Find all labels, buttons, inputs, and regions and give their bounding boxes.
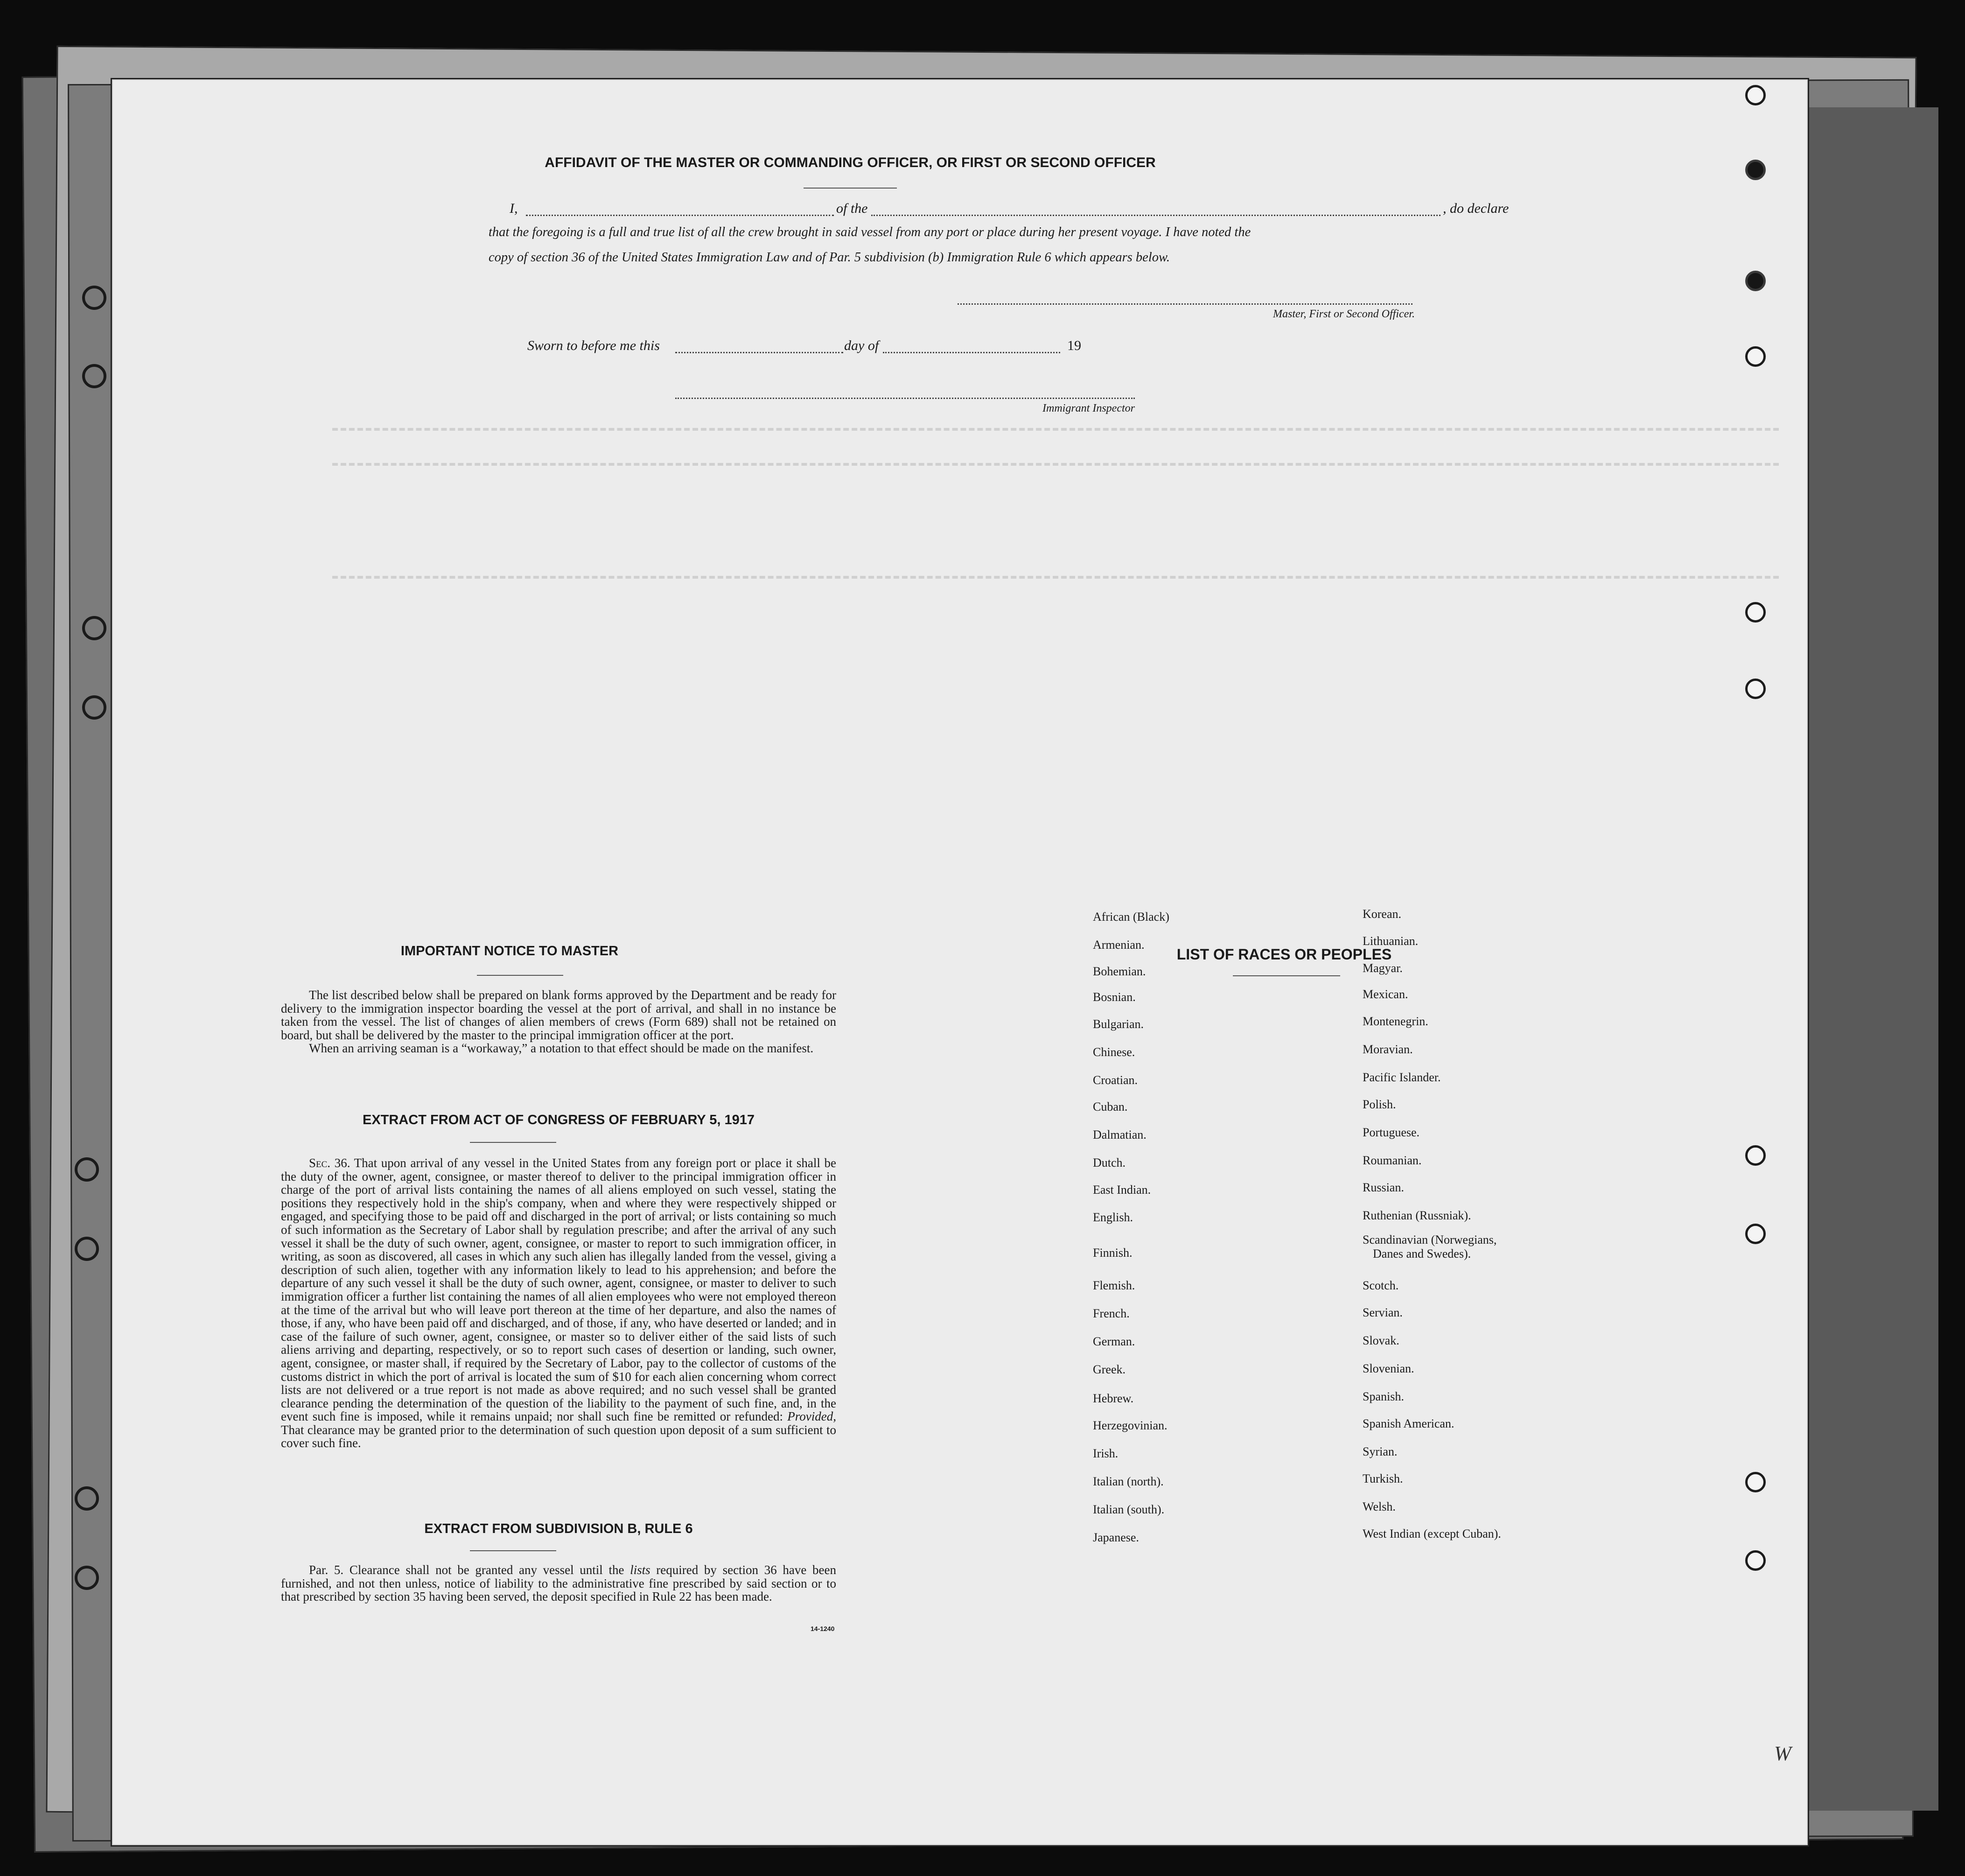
race-item: Italian (north). bbox=[1093, 1475, 1164, 1488]
binder-ring-icon bbox=[75, 1566, 99, 1590]
inspector-signature-line[interactable] bbox=[675, 398, 1135, 399]
race-item: Finnish. bbox=[1093, 1246, 1133, 1260]
race-item: Korean. bbox=[1363, 907, 1402, 921]
race-item: Magyar. bbox=[1363, 961, 1403, 975]
race-item: Irish. bbox=[1093, 1447, 1119, 1460]
bleed-through-row bbox=[332, 576, 1779, 579]
act-provided: Provided, bbox=[787, 1409, 836, 1424]
races-title: LIST OF RACES OR PEOPLES bbox=[1176, 946, 1392, 963]
race-item: Slovenian. bbox=[1363, 1362, 1414, 1375]
punch-hole-icon bbox=[1745, 602, 1766, 623]
punch-hole-icon bbox=[1745, 85, 1766, 105]
race-item: Scotch. bbox=[1363, 1279, 1399, 1292]
race-item: Hebrew. bbox=[1093, 1392, 1134, 1405]
race-item: Chinese. bbox=[1093, 1045, 1135, 1059]
notice-title-underline bbox=[477, 975, 563, 976]
race-item: Welsh. bbox=[1363, 1500, 1396, 1513]
race-item: Scandinavian (Norwegians, bbox=[1363, 1233, 1497, 1246]
affidavit-line2: that the foregoing is a full and true list of all the crew brought in said vessel from any port or place during her present voyage. I have noted the bbox=[489, 225, 1251, 239]
act-section-36 bbox=[281, 1156, 836, 1450]
master-signature-line[interactable] bbox=[958, 303, 1413, 305]
race-item: African (Black) bbox=[1093, 910, 1169, 924]
master-name-field[interactable] bbox=[526, 215, 834, 216]
race-item: Dalmatian. bbox=[1093, 1128, 1147, 1141]
punch-hole-icon bbox=[1745, 679, 1766, 699]
form-number: 14-1240 bbox=[811, 1625, 835, 1632]
race-item: West Indian (except Cuban). bbox=[1363, 1527, 1501, 1540]
bleed-through-row bbox=[332, 428, 1779, 431]
notice-para-2: When an arriving seaman is a “workaway,” a notation to that effect should be made on the manifest. bbox=[309, 1041, 814, 1056]
race-item: German. bbox=[1093, 1335, 1135, 1348]
title-underline bbox=[804, 188, 897, 189]
race-item: Lithuanian. bbox=[1363, 934, 1419, 948]
race-item: Mexican. bbox=[1363, 987, 1408, 1001]
year-label: 19 bbox=[1067, 338, 1081, 353]
affidavit-declare: , do declare bbox=[1443, 201, 1509, 216]
sworn-month-field[interactable] bbox=[883, 352, 1060, 353]
race-item: Italian (south). bbox=[1093, 1503, 1165, 1516]
race-item: Cuban. bbox=[1093, 1100, 1128, 1113]
punch-hole-icon bbox=[1745, 271, 1766, 291]
binder-edge bbox=[1797, 107, 1938, 1811]
binder-ring-icon bbox=[75, 1237, 99, 1261]
race-item: Roumanian. bbox=[1363, 1154, 1422, 1167]
day-of-label: day of bbox=[844, 338, 879, 353]
race-item: English. bbox=[1093, 1211, 1133, 1224]
race-item: Armenian. bbox=[1093, 938, 1145, 952]
rule-par-5 bbox=[281, 1563, 836, 1603]
race-item: Herzegovinian. bbox=[1093, 1419, 1168, 1432]
binder-ring-icon bbox=[82, 364, 106, 388]
rule-title: EXTRACT FROM SUBDIVISION B, RULE 6 bbox=[424, 1521, 693, 1536]
race-item: Russian. bbox=[1363, 1181, 1404, 1194]
race-item: Dutch. bbox=[1093, 1156, 1126, 1169]
margin-mark: W bbox=[1774, 1742, 1791, 1765]
sworn-label: Sworn to before me this bbox=[527, 338, 660, 353]
affidavit-i: I, bbox=[510, 201, 518, 216]
race-item: Bulgarian. bbox=[1093, 1017, 1144, 1031]
race-item: Servian. bbox=[1363, 1306, 1403, 1319]
sworn-day-field[interactable] bbox=[675, 352, 843, 353]
race-item: Pacific Islander. bbox=[1363, 1071, 1441, 1084]
race-item: Greek. bbox=[1093, 1363, 1126, 1376]
race-item: Bohemian. bbox=[1093, 965, 1146, 978]
act-title: EXTRACT FROM ACT OF CONGRESS OF FEBRUARY 5, 1917 bbox=[362, 1113, 755, 1127]
punch-hole-icon bbox=[1745, 1145, 1766, 1166]
sworn-line bbox=[113, 338, 1807, 357]
race-item: Ruthenian (Russniak). bbox=[1363, 1209, 1471, 1222]
race-item: Montenegrin. bbox=[1363, 1015, 1428, 1028]
rule-text-b: required by section 36 have been furnished, and not then unless, notice of liability to the administrative fine prescribed by said section or to that prescribed by section 35 having been served, the deposit specified in Rule 22 has been made. bbox=[281, 1563, 836, 1604]
race-item: Portuguese. bbox=[1363, 1126, 1420, 1139]
form-page bbox=[112, 79, 1808, 1845]
act-section-lead: Sec. 36. bbox=[309, 1156, 350, 1170]
notice-para-1: The list described below shall be prepared on blank forms approved by the Department and be ready for delivery to the immigration inspector boarding the vessel at the port of arrival, and shall in no instance be taken from the vessel. The list of changes of alien members of crews (Form 689) shall not be retained on board, but shall be delivered by the master to the principal immigration officer at the port. bbox=[281, 988, 836, 1042]
affidavit-title: AFFIDAVIT OF THE MASTER OR COMMANDING OFFICER, OR FIRST OR SECOND OFFICER bbox=[545, 155, 1156, 170]
bleed-through-row bbox=[332, 463, 1779, 466]
races-title-underline bbox=[1233, 975, 1340, 976]
act-section-text: That upon arrival of any vessel in the United States from any foreign port or place it shall be the duty of the owner, agent, consignee, or master thereof to deliver to the principal immigration officer in charge of the port of arrival lists containing the names of all aliens employed on such vessel, stating the positions they respectively hold in the ship's company, when and where they were respectively shipped or engaged, and specifying those to be paid off and discharged in the port of arrival; or lists containing so much of such information as the Secretary of Labor shall by regulation prescribe; and after the arrival of any such vessel it shall be the duty of such owner, agent, consignee, or master to report to such immigration officer, in writing, as soon as discovered, all cases in which any such alien has illegally landed from the vessel, giving a description of such alien, together with any information likely to lead to his apprehension; and before the departure of any such vessel it shall be the duty of such owner, agent, consignee, or master to deliver to such immigration officer a further list containing the names of all alien employees who were not employed thereon at the time of the arrival but who will leave port thereon at the time of her departure, and also the names of those, if any, who have been paid off and discharged, and of those, if any, who have deserted or landed; and in case of the failure of such owner, agent, consignee, or master so to deliver either of the said lists of such aliens arriving and departing, respectively, or so to report such cases of desertion or landing, such owner, agent, consignee, or master shall, if required by the Secretary of Labor, pay to the collector of customs of the customs district in which the port of arrival is located the sum of $10 for each alien concerning whom correct lists are not delivered or a true report is not made as above required; and no such vessel shall be granted clearance pending the determination of the question of the liability to the payment of such fine, and, in the event such fine is imposed, while it remains unpaid; nor shall such fine be remitted or refunded: bbox=[281, 1156, 836, 1424]
act-section-end: That clearance may be granted prior to the determination of such question upon deposit of a sum sufficient to cover such fine. bbox=[281, 1422, 836, 1450]
binder-ring-icon bbox=[82, 616, 106, 640]
affidavit-line3: copy of section 36 of the United States Immigration Law and of Par. 5 subdivision (b) Immigration Rule 6 which appears below. bbox=[489, 250, 1170, 265]
vessel-name-field[interactable] bbox=[871, 215, 1441, 216]
inspector-label: Immigrant Inspector bbox=[1042, 402, 1135, 414]
race-item: French. bbox=[1093, 1307, 1130, 1320]
race-item: East Indian. bbox=[1093, 1183, 1151, 1197]
race-item: Moravian. bbox=[1363, 1043, 1413, 1056]
binder-ring-icon bbox=[82, 695, 106, 720]
race-item: Slovak. bbox=[1363, 1334, 1399, 1347]
race-item: Spanish. bbox=[1363, 1390, 1404, 1403]
master-signature-label: Master, First or Second Officer. bbox=[1273, 308, 1415, 320]
race-item: Danes and Swedes). bbox=[1373, 1247, 1471, 1260]
affidavit-line1 bbox=[113, 201, 1807, 219]
race-item: Japanese. bbox=[1093, 1531, 1139, 1544]
race-item: Flemish. bbox=[1093, 1279, 1135, 1292]
binder-ring-icon bbox=[75, 1486, 99, 1511]
race-item: Bosnian. bbox=[1093, 990, 1136, 1004]
notice-title: IMPORTANT NOTICE TO MASTER bbox=[400, 944, 619, 959]
punch-hole-icon bbox=[1745, 1224, 1766, 1244]
binder-ring-icon bbox=[75, 1157, 99, 1182]
race-item: Croatian. bbox=[1093, 1073, 1138, 1087]
act-title-underline bbox=[470, 1142, 556, 1143]
affidavit-of-the: of the bbox=[836, 201, 868, 216]
punch-hole-icon bbox=[1745, 1550, 1766, 1571]
notice-body bbox=[281, 988, 836, 1055]
rule-title-underline bbox=[470, 1550, 556, 1551]
rule-text-a: Par. 5. Clearance shall not be granted any vessel until the bbox=[309, 1563, 630, 1577]
race-item: Syrian. bbox=[1363, 1445, 1398, 1458]
punch-hole-icon bbox=[1745, 160, 1766, 180]
race-item: Spanish American. bbox=[1363, 1417, 1455, 1430]
punch-hole-icon bbox=[1745, 1472, 1766, 1492]
race-item: Turkish. bbox=[1363, 1472, 1403, 1485]
rule-lists: lists bbox=[630, 1563, 650, 1577]
race-item: Polish. bbox=[1363, 1098, 1396, 1111]
binder-ring-icon bbox=[82, 286, 106, 310]
